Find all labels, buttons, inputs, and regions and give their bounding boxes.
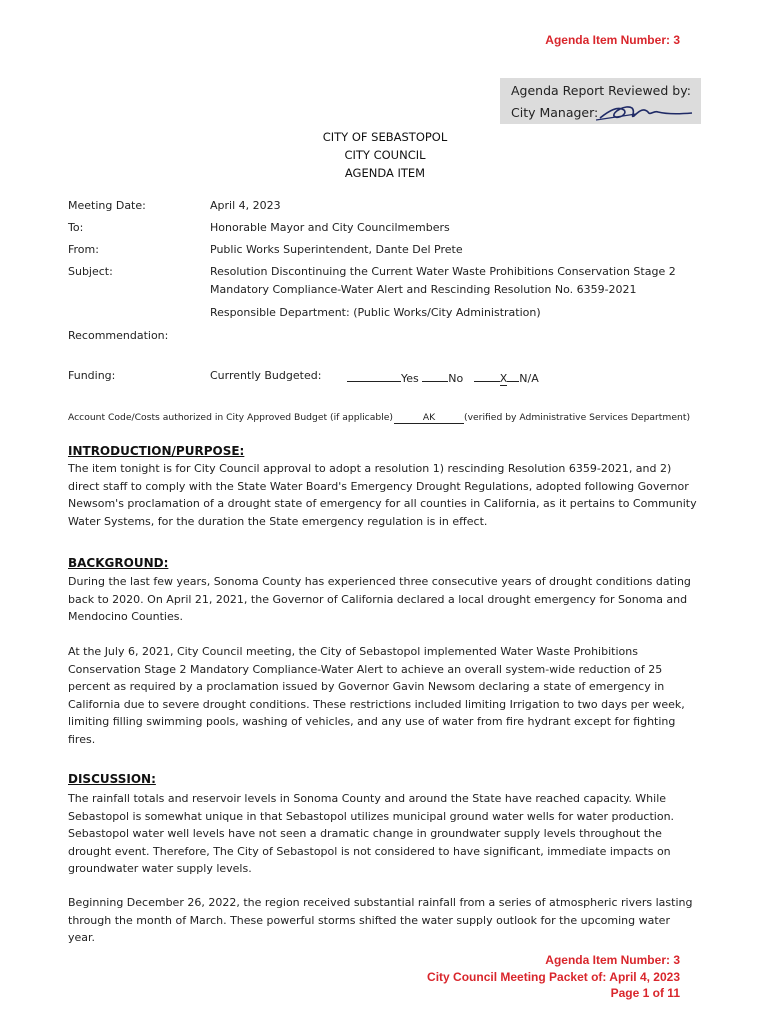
intro-line: direct staff to comply with the State Water Board's Emergency Drought Regulations, adopted following Governor: [68, 479, 689, 493]
background-line: During the last few years, Sonoma County has experienced three consecutive years of drought conditions dating: [68, 575, 691, 588]
account-code-text: Account Code/Costs authorized in City Approved Budget (if applicable): [68, 412, 393, 423]
discussion-line: The rainfall totals and reservoir levels in Sonoma County and around the State have reached capacity. While: [68, 792, 667, 805]
agenda-item-number-top: Agenda Item Number: 3: [545, 33, 680, 47]
from-label: From:: [68, 243, 99, 256]
discussion-line: drought event. Therefore, The City of Sebastopol is not considered to have significant, immediate impacts on: [68, 844, 671, 858]
stamp-city-manager-label: City Manager:: [511, 105, 599, 120]
background-line: percent as required by a proclamation issued by Governor Gavin Newsom declaring a state of emergency in: [68, 680, 665, 693]
background-paragraph-1: [68, 573, 708, 626]
footer-page-number: Page 1 of 11: [610, 986, 680, 1000]
agenda-item-title: AGENDA ITEM: [344, 166, 426, 180]
background-line: fires.: [68, 732, 96, 746]
subject-line-2: Mandatory Compliance-Water Alert and Rescinding Resolution No. 6359-2021: [210, 282, 637, 296]
background-line: At the July 6, 2021, City Council meeting, the City of Sebastopol implemented Water Waste Prohibitions: [68, 645, 638, 658]
review-stamp: [500, 78, 701, 124]
subject-value: [210, 263, 676, 298]
budget-options: [347, 369, 539, 385]
background-line: limiting filling swimming pools, washing of vehicles, and any use of water from fire hydrant except for fighting: [68, 715, 676, 728]
account-verified-text: (verified by Administrative Services Department): [464, 412, 691, 423]
account-initials-text: AK: [422, 412, 436, 423]
background-paragraph-2: [68, 643, 708, 748]
discussion-paragraph-1: [68, 790, 708, 878]
intro-heading: INTRODUCTION/PURPOSE:: [68, 444, 245, 458]
background-line: Conservation Stage 2 Mandatory Compliance-Water Alert to achieve an overall system-wide reduction of 25: [68, 662, 663, 676]
page-footer: [427, 952, 680, 1002]
subject-line-1: Resolution Discontinuing the Current Water Waste Prohibitions Conservation Stage 2: [210, 265, 676, 278]
meeting-date-value: April 4, 2023: [210, 199, 281, 212]
background-line: back to 2020. On April 21, 2021, the Governor of California declared a local drought emergency for Sonoma and: [68, 592, 688, 606]
na-blank-right: [507, 369, 519, 382]
stamp-reviewed-label: Agenda Report Reviewed by:: [511, 83, 691, 98]
from-value: Public Works Superintendent, Dante Del Prete: [210, 243, 463, 256]
intro-paragraph: [68, 460, 708, 530]
to-label: To:: [68, 221, 84, 234]
to-value: Honorable Mayor and City Councilmembers: [210, 221, 450, 234]
intro-line: Newsom's proclamation of a drought state of emergency for all counties in California, as it pertains to Community: [68, 497, 697, 510]
discussion-line: Sebastopol water well levels have not seen a dramatic change in groundwater supply levels throughout the: [68, 827, 662, 840]
background-line: Mendocino Counties.: [68, 610, 183, 623]
background-line: California due to severe drought conditions. These restrictions included limiting Irrigation to two days per week,: [68, 697, 685, 711]
discussion-line: through the month of March. These powerful storms shifted the water supply outlook for the upcoming water: [68, 913, 670, 927]
signature-icon: [596, 100, 696, 124]
meeting-date-label: Meeting Date:: [68, 199, 146, 212]
discussion-paragraph-2: [68, 894, 708, 947]
account-initials: [394, 412, 464, 424]
discussion-line: Beginning December 26, 2022, the region received substantial rainfall from a series of atmospheric rivers lasting: [68, 896, 693, 909]
account-code-line: [68, 412, 690, 424]
discussion-line: Sebastopol is somewhat unique in that Sebastopol utilizes municipal ground water wells for water production.: [68, 809, 675, 823]
yes-blank: [347, 369, 401, 382]
footer-agenda-number: Agenda Item Number: 3: [545, 953, 680, 967]
discussion-heading: DISCUSSION:: [68, 772, 156, 786]
council-name: CITY COUNCIL: [344, 148, 426, 162]
na-blank-left: [474, 369, 500, 382]
document-header: [0, 128, 770, 182]
currently-budgeted-label: Currently Budgeted:: [210, 369, 322, 382]
background-heading: BACKGROUND:: [68, 556, 169, 570]
responsible-department: Responsible Department: (Public Works/City Administration): [210, 306, 541, 319]
discussion-line: year.: [68, 931, 96, 944]
subject-label: Subject:: [68, 265, 113, 278]
footer-meeting-packet: City Council Meeting Packet of: April 4, 2023: [427, 969, 680, 984]
no-option: No: [448, 372, 464, 385]
na-checked-mark: X: [499, 372, 508, 385]
no-blank: [422, 369, 448, 382]
city-name: CITY OF SEBASTOPOL: [322, 130, 448, 144]
funding-label: Funding:: [68, 369, 116, 382]
yes-option: Yes: [401, 372, 419, 385]
recommendation-label: Recommendation:: [68, 329, 169, 342]
discussion-line: groundwater water supply levels.: [68, 862, 252, 875]
intro-line: The item tonight is for City Council approval to adopt a resolution 1) rescinding Resolution 6359-2021, and 2): [68, 462, 672, 475]
intro-line: Water Systems, for the duration the State emergency regulation is in effect.: [68, 514, 488, 528]
na-option: N/A: [519, 372, 539, 385]
